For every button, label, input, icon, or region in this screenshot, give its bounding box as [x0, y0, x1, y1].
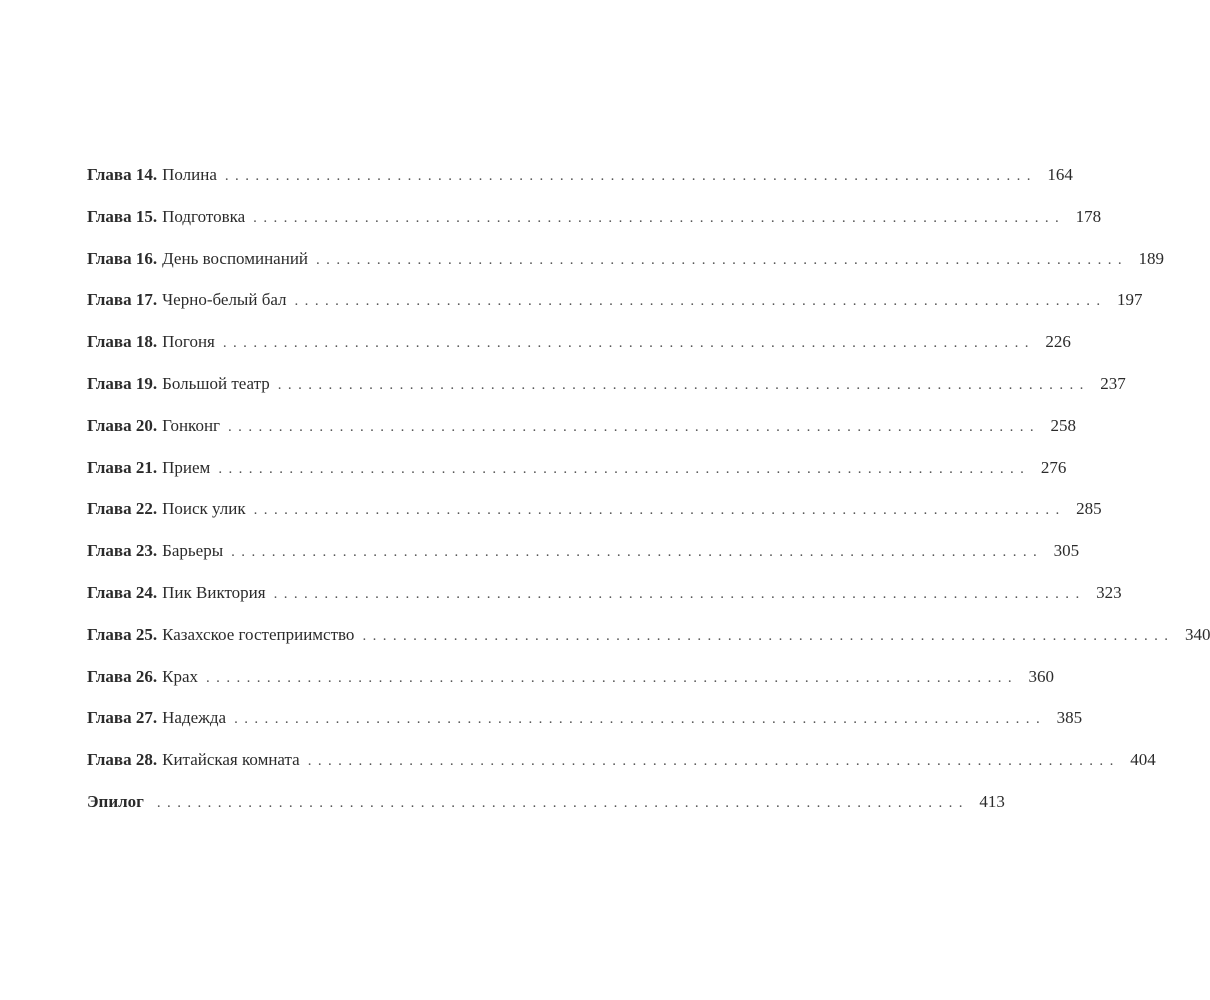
chapter-number: Глава 25. [87, 624, 158, 644]
toc-entry-ch19[interactable] [87, 370, 1126, 412]
page-number: 413 [979, 791, 1005, 811]
dot-leader: ................................................................................ [362, 627, 1175, 644]
toc-entry-ch16[interactable] [87, 245, 1165, 287]
dot-leader: ................................................................................ [228, 418, 1041, 435]
page-number: 197 [1117, 290, 1143, 310]
chapter-title: Полина [162, 165, 217, 184]
page-number: 237 [1100, 373, 1126, 393]
chapter-number: Глава 18. [87, 332, 158, 352]
chapter-number: Глава 28. [87, 750, 158, 770]
chapter-number: Глава 19. [87, 373, 158, 393]
chapter-title: Большой театр [162, 373, 270, 393]
dot-leader: ................................................................................ [218, 460, 1031, 477]
dot-leader: ................................................................................ [277, 376, 1090, 393]
chapter-number: Глава 26. [87, 666, 158, 686]
chapter-number: Глава 22. [87, 499, 158, 519]
page-number: 164 [1047, 165, 1073, 184]
page-number: 404 [1130, 750, 1156, 770]
chapter-number: Глава 15. [87, 206, 158, 226]
dot-leader: ................................................................................ [253, 502, 1066, 519]
toc-entry-ch27[interactable] [87, 704, 1083, 746]
dot-leader: ................................................................................ [234, 711, 1047, 728]
toc-entry-ch26[interactable] [87, 663, 1055, 705]
page-number: 305 [1053, 541, 1080, 561]
chapter-number: Глава 16. [87, 248, 158, 268]
toc-entry-ch24[interactable] [87, 579, 1122, 621]
chapter-number: Глава 17. [87, 290, 158, 310]
chapter-title: Поиск улик [162, 499, 246, 519]
toc-entry-ch22[interactable] [87, 495, 1102, 537]
toc-entry-ch18[interactable] [87, 328, 1071, 370]
toc-entry-ch14[interactable] [87, 161, 1073, 203]
chapter-title: Крах [162, 666, 199, 686]
dot-leader: ................................................................................ [253, 209, 1066, 226]
page-number: 285 [1076, 499, 1102, 519]
page-number: 276 [1040, 457, 1067, 477]
dot-leader: ................................................................................ [231, 544, 1044, 561]
chapter-title: Пик Виктория [162, 582, 266, 602]
page-number: 340 [1184, 624, 1210, 644]
dot-leader: ................................................................................ [294, 293, 1107, 310]
dot-leader: ................................................................................ [316, 251, 1129, 268]
dot-leader: ................................................................................ [156, 794, 969, 811]
chapter-title: Прием [162, 457, 211, 477]
chapter-number: Эпилог [87, 791, 144, 811]
chapter-title: Китайская комната [162, 750, 300, 770]
page-number: 360 [1028, 666, 1055, 686]
toc-entry-ch20[interactable] [87, 412, 1077, 454]
dot-leader: ................................................................................ [273, 585, 1086, 602]
chapter-number: Глава 20. [87, 415, 158, 435]
chapter-title: Погоня [162, 332, 215, 352]
table-of-contents [87, 161, 1210, 830]
page-number: 189 [1138, 248, 1165, 268]
chapter-title: Казахское гостеприимство [162, 624, 355, 644]
chapter-number: Глава 14. [87, 165, 158, 184]
page-number: 226 [1045, 332, 1071, 352]
chapter-title: Черно-белый бал [162, 290, 287, 310]
dot-leader: ................................................................................ [222, 335, 1035, 352]
chapter-number: Глава 24. [87, 582, 158, 602]
chapter-number: Глава 27. [87, 708, 158, 728]
toc-entry-ch23[interactable] [87, 537, 1080, 579]
page-number: 323 [1096, 582, 1122, 602]
toc-entry-ch25[interactable] [87, 621, 1210, 663]
toc-entry-ch15[interactable] [87, 203, 1102, 245]
chapter-number: Глава 21. [87, 457, 158, 477]
toc-entry-ch17[interactable] [87, 286, 1143, 328]
dot-leader: ................................................................................ [307, 753, 1120, 770]
dot-leader: ................................................................................ [206, 669, 1019, 686]
page-number: 178 [1075, 206, 1102, 226]
chapter-title: Надежда [162, 708, 227, 728]
page-number: 258 [1050, 415, 1077, 435]
dot-leader: ................................................................................ [224, 168, 1037, 184]
toc-entry-epilogue[interactable] [87, 788, 1005, 830]
toc-entry-ch21[interactable] [87, 454, 1067, 496]
page-number: 385 [1056, 708, 1083, 728]
chapter-number: Глава 23. [87, 541, 158, 561]
chapter-title: День воспоминаний [162, 248, 309, 268]
chapter-title: Гонконг [162, 415, 221, 435]
toc-entry-ch28[interactable] [87, 746, 1156, 788]
chapter-title: Барьеры [162, 541, 224, 561]
chapter-title: Подготовка [162, 206, 246, 226]
